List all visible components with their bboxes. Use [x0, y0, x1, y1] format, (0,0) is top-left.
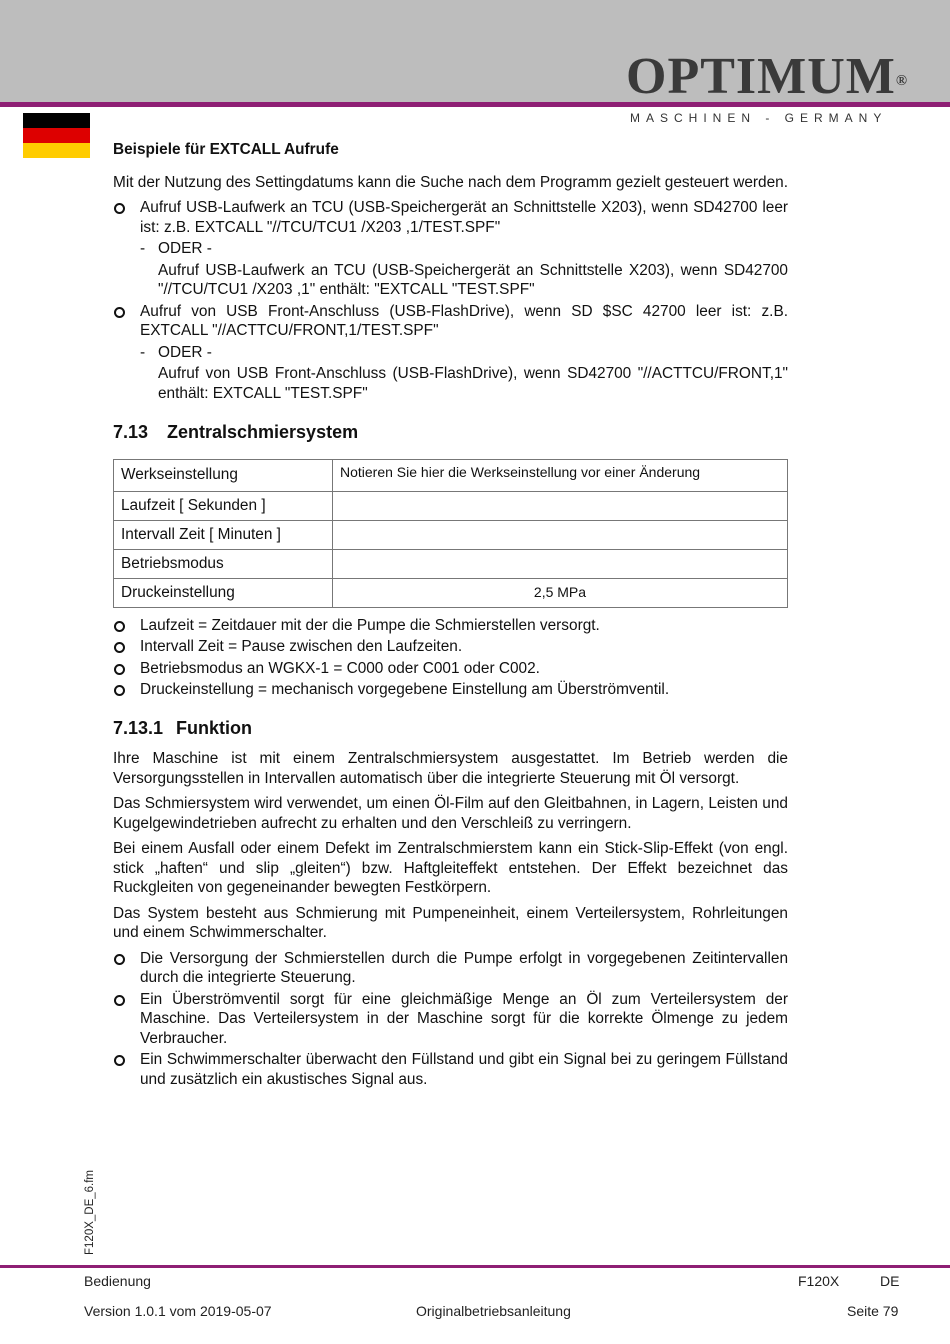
list-item [113, 198, 788, 237]
bullet-icon [114, 685, 125, 696]
footer-page-number: Seite 79 [847, 1303, 899, 1319]
examples-heading: Beispiele für EXTCALL Aufrufe [113, 141, 339, 158]
list-item-text: Die Versorgung der Schmierstellen durch die Pumpe erfolgt in vorgegebenen Zeitintervallen durch die integrierte Steuerung. [140, 949, 788, 986]
registered-mark: ® [895, 73, 909, 89]
table-cell-label: Laufzeit [ Sekunden ] [114, 491, 333, 520]
table-row [114, 578, 788, 607]
footer-language: DE [880, 1273, 900, 1289]
list-item [113, 990, 788, 1049]
list-item [113, 680, 788, 700]
list-item [113, 949, 788, 988]
list-item-text: Laufzeit = Zeitdauer mit der die Pumpe die Schmierstellen versorgt. [140, 616, 600, 634]
list-item [113, 302, 788, 341]
bullet-icon [114, 995, 125, 1006]
brand-logo [626, 48, 909, 105]
sub-list-item [113, 343, 788, 363]
or-label: ODER - [158, 240, 212, 257]
table-cell-label: Druckeinstellung [114, 578, 333, 607]
table-cell-value [333, 520, 788, 549]
subsection-title [113, 719, 788, 739]
bullet-icon [114, 621, 125, 632]
list-item [113, 659, 788, 679]
dash-marker: - [140, 240, 146, 257]
footer-model: F120X [798, 1273, 840, 1289]
list-item-text: Ein Überströmventil sorgt für eine gleichmäßige Menge an Öl zum Verteilersystem der Maschine. Das Verteilersystem in der Maschine sorgt für die korrekte Ölmenge zu jedem Verbraucher. [140, 990, 788, 1047]
flag-stripe-red [23, 128, 90, 143]
file-name-label: F120X_DE_6.fm [84, 1169, 96, 1255]
bullet-icon [114, 664, 125, 675]
body-paragraph: Das Schmiersystem wird verwendet, um einen Öl-Film auf den Gleitbahnen, in Lagern, Leisten und Kugelgewindetrieben aufrecht zu erhalten und den Verschleiß zu verringern. [113, 795, 788, 832]
table-cell-value [333, 549, 788, 578]
list-item-text: Aufruf von USB Front-Anschluss (USB-FlashDrive), wenn SD $SC 42700 leer ist: z.B. EXTCALL "//ACTTCU/FRONT,1/TEST.SPF" [140, 302, 788, 339]
bullet-icon [114, 307, 125, 318]
footer-version: Version 1.0.1 vom 2019-05-07 [84, 1303, 272, 1319]
table-row [114, 491, 788, 520]
german-flag-icon [23, 113, 90, 158]
table-row [114, 520, 788, 549]
list-item [113, 616, 788, 636]
list-item-text: Intervall Zeit = Pause zwischen den Laufzeiten. [140, 638, 463, 655]
table-cell-label: Betriebsmodus [114, 549, 333, 578]
list-item [113, 1050, 788, 1089]
bullet-icon [114, 642, 125, 653]
list-item-text: Ein Schwimmerschalter überwacht den Füllstand und gibt ein Signal bei zu geringem Füllstand und zusätzlich ein akustisches Signal aus. [140, 1051, 788, 1088]
sub-list-text: Aufruf USB-Laufwerk an TCU (USB-Speichergerät an Schnittstelle X203), wenn SD42700 "//TCU/TCU1 /X203 ,1" enthält: "EXTCALL "TEST.SPF" [158, 261, 788, 298]
page-content [113, 138, 788, 1091]
or-label: ODER - [158, 343, 212, 361]
flag-stripe-gold [23, 143, 90, 158]
table-row [114, 549, 788, 578]
table-cell-value [333, 491, 788, 520]
table-cell-label: Intervall Zeit [ Minuten ] [114, 520, 333, 549]
bullet-icon [114, 954, 125, 965]
flag-stripe-black [23, 113, 90, 128]
list-item-text: Druckeinstellung = mechanisch vorgegebene Einstellung am Überströmventil. [140, 681, 670, 698]
table-row [114, 459, 788, 491]
table-cell-value: 2,5 MPa [333, 578, 788, 607]
body-paragraph: Bei einem Ausfall oder einem Defekt im Zentralschmierstem kann ein Stick-Slip-Effekt (von engl. stick „haften“ und slip „gleiten“) bzw. Haftgleiteffekt entstehen. Der Effekt bezeichnet das Ruckgleiten von gegeneinander bewegten Festkörpern. [113, 840, 788, 896]
settings-table [113, 459, 788, 608]
footer-document: Originalbetriebsanleitung [416, 1303, 571, 1319]
list-item-text: Aufruf USB-Laufwerk an TCU (USB-Speichergerät an Schnittstelle X203), wenn SD42700 leer ist: z.B. EXTCALL "//TCU/TCU1 /X203 ,1/TEST.SPF" [140, 199, 788, 236]
bullet-icon [114, 1055, 125, 1066]
section-title [113, 423, 788, 443]
logo-text: OPTIMUM [626, 48, 896, 105]
table-cell-label: Werkseinstellung [114, 459, 333, 491]
list-item-text: Betriebsmodus an WGKX-1 = C000 oder C001 oder C002. [140, 659, 540, 677]
subsection-title-text: Funktion [176, 717, 252, 738]
footer-divider [0, 1265, 950, 1268]
brand-subtitle: MASCHINEN - GERMANY [630, 111, 888, 125]
section-title-text: Zentralschmiersystem [167, 422, 359, 442]
intro-paragraph: Mit der Nutzung des Settingdatums kann die Suche nach dem Programm gezielt gesteuert werden. [113, 173, 788, 191]
subsection-number: 7.13.1 [113, 717, 164, 738]
bullet-icon [114, 203, 125, 214]
sub-list-item [113, 239, 788, 259]
sub-list-text: Aufruf von USB Front-Anschluss (USB-FlashDrive), wenn SD42700 "//ACTTCU/FRONT,1" enthält: EXTCALL "TEST.SPF" [158, 365, 788, 402]
section-number: 7.13 [113, 422, 149, 442]
body-paragraph: Das System besteht aus Schmierung mit Pumpeneinheit, einem Verteilersystem, Rohrleitungen und einem Schwimmerschalter. [113, 904, 788, 941]
footer-chapter: Bedienung [84, 1273, 151, 1289]
body-paragraph: Ihre Maschine ist mit einem Zentralschmiersystem ausgestattet. Im Betrieb werden die Versorgungsstellen in Intervallen automatisch über die integrierte Steuerung mit Öl versorgt. [113, 750, 788, 787]
list-item [113, 637, 788, 657]
dash-marker: - [140, 343, 146, 361]
table-cell-value: Notieren Sie hier die Werkseinstellung vor einer Änderung [333, 459, 788, 491]
